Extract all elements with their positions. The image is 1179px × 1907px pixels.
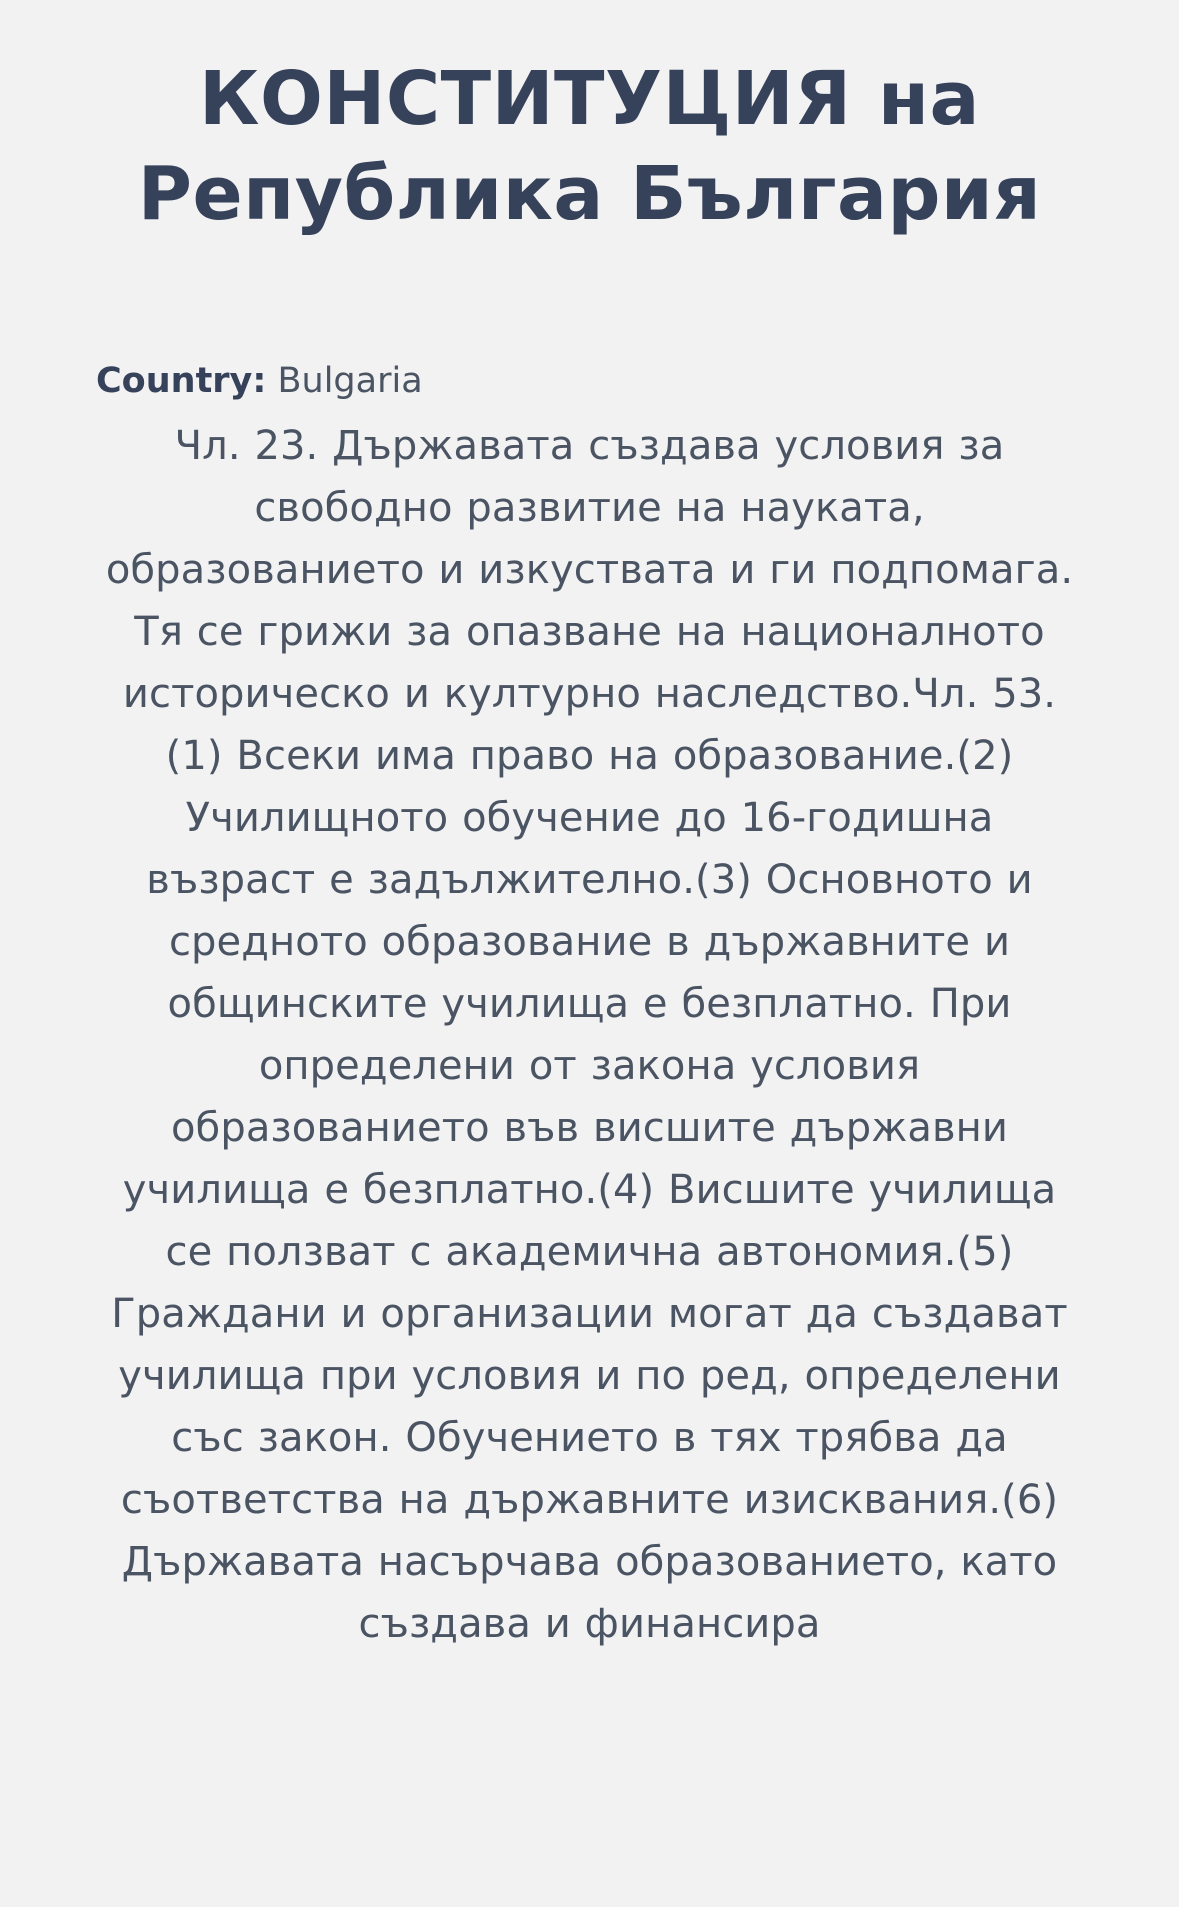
document-metadata bbox=[96, 359, 1083, 405]
document-body-text: Чл. 23. Държавата създава условия за свободно развитие на науката, образованието и изкуствата и ги подпомага. Тя се грижи за опазване на националното историческо и културно наследство.Чл. 53. (1) Всеки има право на образование.(2) Училищното обучение до 16-годишна възраст е задължително.(3) Основното и средното образование в държавните и общинските училища е безплатно. При определени от закона условия образованието във висшите държавни училища е безплатно.(4) Висшите училища се ползват с академична автономия.(5) Граждани и организации могат да създават училища при условия и по ред, определени със закон. Обучението в тях трябва да съответства на държавните изисквания.(6) Държавата насърчава образованието, като създава и финансира bbox=[105, 422, 1074, 1647]
country-label: Country: bbox=[96, 361, 267, 402]
country-value: Bulgaria bbox=[277, 361, 423, 402]
page-title: КОНСТИТУЦИЯ на Република България bbox=[137, 56, 1042, 237]
